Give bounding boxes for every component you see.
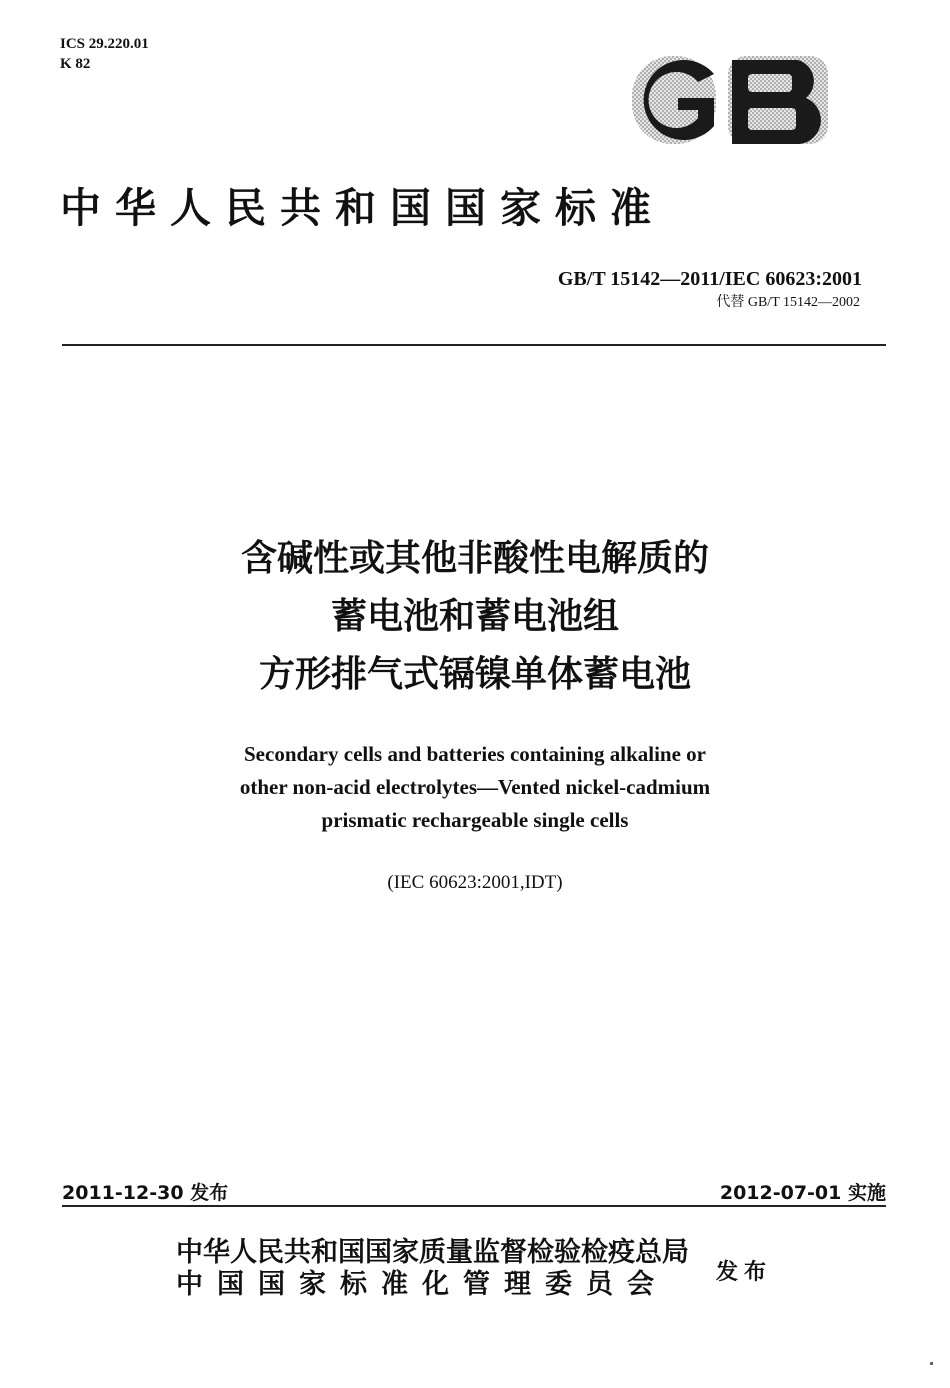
scan-mark	[930, 1362, 933, 1365]
ccs-code: K 82	[60, 56, 91, 72]
identical-standard-note: (IEC 60623:2001,IDT)	[387, 872, 563, 893]
chinese-title-line-1: 含碱性或其他非酸性电解质的	[240, 538, 709, 579]
publish-label: 发布	[716, 1259, 773, 1285]
issuer-line-2: 中国国家标准化管理委员会	[176, 1269, 668, 1300]
english-title-line-1: Secondary cells and batteries containing alkaline or	[244, 742, 706, 766]
top-divider	[62, 344, 886, 346]
english-title-line-2: other non-acid electrolytes—Vented nickel-cadmium	[239, 775, 711, 799]
english-title-line-3: prismatic rechargeable single cells	[321, 808, 629, 832]
standard-number: GB/T 15142—2011/IEC 60623:2001	[557, 268, 862, 290]
chinese-title	[0, 530, 950, 704]
implementation-date: 2012-07-01 实施	[719, 1182, 886, 1204]
issuer-line-1: 中华人民共和国国家质量监督检验检疫总局	[176, 1237, 689, 1268]
issue-date: 2011-12-30 发布	[62, 1182, 229, 1204]
replaces-standard: 代替 GB/T 15142—2002	[716, 295, 860, 310]
national-standard-title: 中华人民共和国国家标准	[60, 184, 665, 232]
bottom-divider	[62, 1205, 886, 1207]
classification-codes	[60, 34, 149, 74]
english-title	[0, 738, 950, 837]
chinese-title-line-3: 方形排气式镉镍单体蓄电池	[258, 654, 691, 695]
ics-code: ICS 29.220.01	[60, 36, 149, 52]
chinese-title-line-2: 蓄电池和蓄电池组	[330, 596, 619, 637]
gb-logo-icon	[628, 52, 834, 152]
